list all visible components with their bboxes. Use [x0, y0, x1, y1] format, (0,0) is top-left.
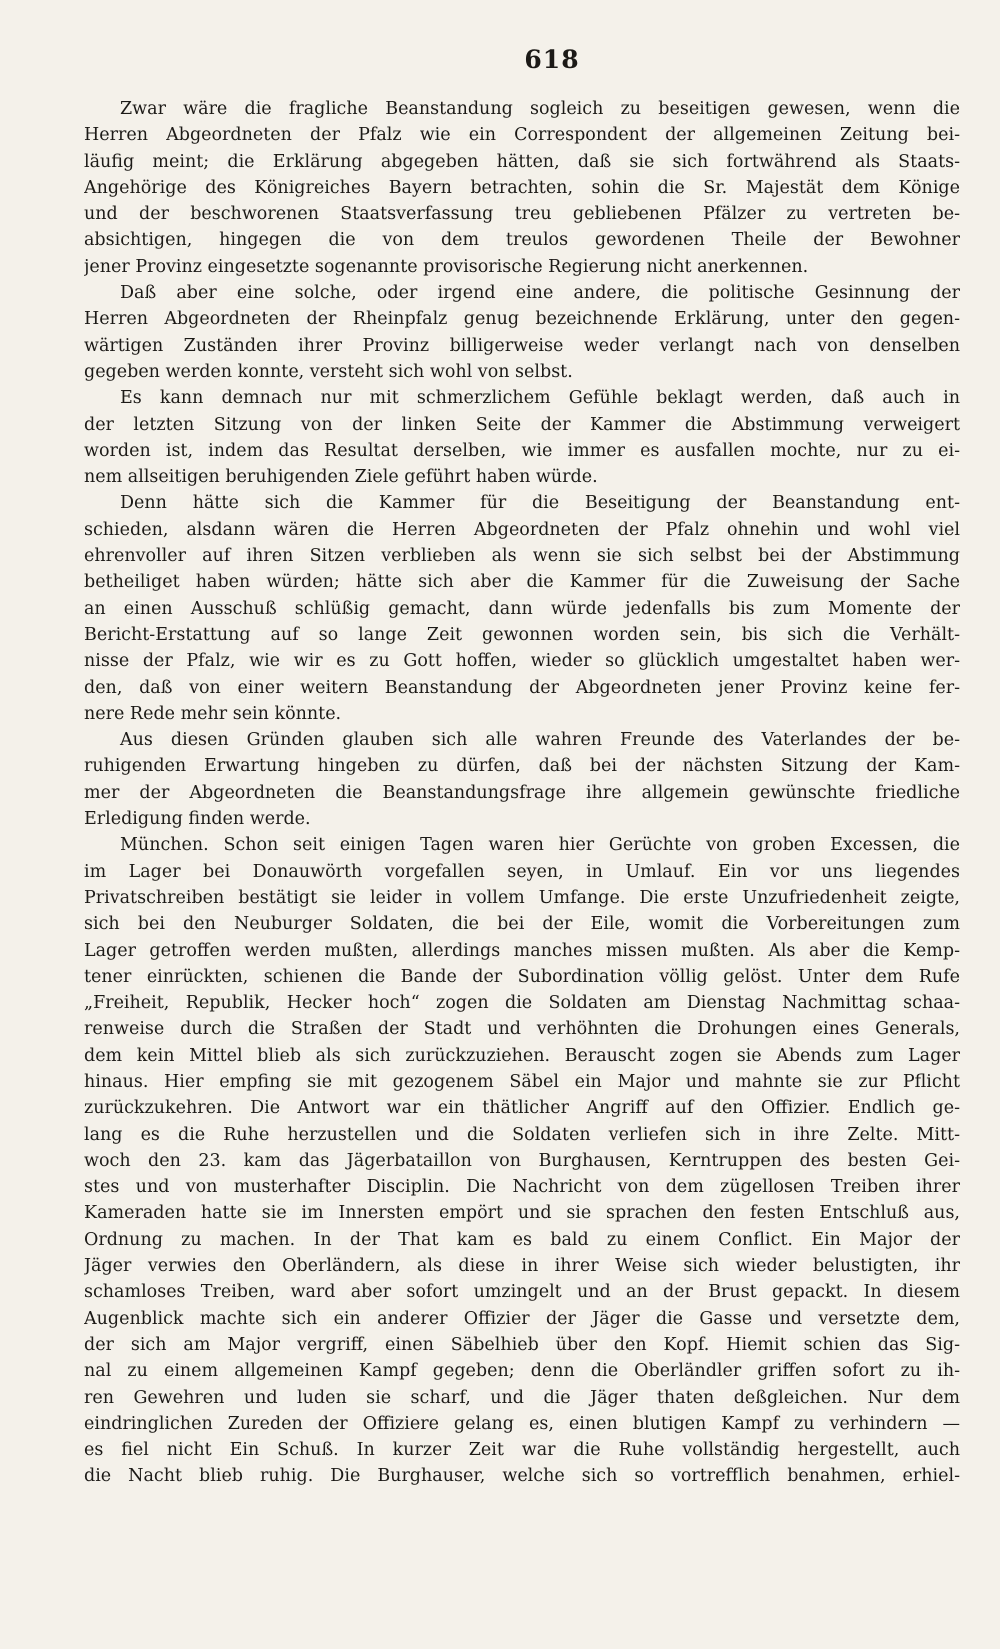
text-line: wärtigen Zuständen ihrer Provinz billigerweise weder verlangt nach von denselben [84, 335, 960, 356]
text-line: nisse der Pfalz, wie wir es zu Gott hoffen, wieder so glücklich umgestaltet haben wer- [84, 651, 960, 672]
text-line: nal zu einem allgemeinen Kampf gegeben; denn die Oberländler griffen sofort zu ih- [84, 1361, 960, 1382]
text-line: zurückzukehren. Die Antwort war ein thätlicher Angriff auf den Offizier. Endlich ge- [84, 1098, 960, 1119]
text-line: Herren Abgeordneten der Rheinpfalz genug bezeichnende Erklärung, unter den gegen- [84, 309, 960, 330]
text-line: schamloses Treiben, ward aber sofort umzingelt und an der Brust gepackt. In diesem [84, 1282, 960, 1303]
text-line: nem allseitigen beruhigenden Ziele geführt haben würde. [84, 467, 598, 488]
text-line: eindringlichen Zureden der Offiziere gelang es, einen blutigen Kampf zu verhindern — [84, 1413, 960, 1434]
text-line: sich bei den Neuburger Soldaten, die bei der Eile, womit die Vorbereitungen zum [84, 914, 960, 935]
text-line: schieden, alsdann wären die Herren Abgeordneten der Pfalz ohnehin und wohl viel [84, 519, 960, 540]
text-line: „Freiheit, Republik, Hecker hoch“ zogen die Soldaten am Dienstag Nachmittag schaa- [84, 993, 960, 1014]
text-line: gegeben werden konnte, versteht sich wohl von selbst. [84, 361, 573, 382]
text-line: ehrenvoller auf ihren Sitzen verblieben als wenn sie sich selbst bei der Abstimmung [84, 546, 960, 567]
text-line: den, daß von einer weitern Beanstandung der Abgeordneten jener Provinz keine fer- [84, 677, 960, 698]
text-line: Denn hätte sich die Kammer für die Beseitigung der Beanstandung ent- [120, 493, 960, 514]
text-line: Aus diesen Gründen glauben sich alle wahren Freunde des Vaterlandes der be- [120, 730, 960, 751]
text-line: im Lager bei Donauwörth vorgefallen seyen, in Umlauf. Ein vor uns liegendes [84, 861, 960, 882]
text-line: der letzten Sitzung von der linken Seite der Kammer die Abstimmung verweigert [84, 414, 960, 435]
text-line: Lager getroffen werden mußten, allerdings manches missen mußten. Als aber die Kemp- [84, 940, 960, 961]
text-line: Zwar wäre die fragliche Beanstandung sogleich zu beseitigen gewesen, wenn die [120, 99, 960, 119]
page-number: 618 [524, 45, 580, 74]
text-line: betheiliget haben würden; hätte sich aber die Kammer für die Zuweisung der Sache [84, 572, 960, 593]
body-text [84, 96, 960, 1490]
text-line: Augenblick machte sich ein anderer Offizier der Jäger die Gasse und versetzte dem, [84, 1308, 960, 1329]
text-line: läufig meint; die Erklärung abgegeben hätten, daß sie sich fortwährend als Staats- [84, 151, 960, 172]
text-line: die Nacht blieb ruhig. Die Burghauser, welche sich so vortrefflich benahmen, erhiel- [84, 1466, 960, 1487]
text-line: München. Schon seit einigen Tagen waren hier Gerüchte von groben Excessen, die [120, 835, 960, 856]
text-line: renweise durch die Straßen der Stadt und verhöhnten die Drohungen eines Generals, [84, 1019, 960, 1040]
text-line: und der beschworenen Staatsverfassung treu gebliebenen Pfälzer zu vertreten be- [84, 204, 960, 225]
text-line: Angehörige des Königreiches Bayern betrachten, sohin die Sr. Majestät dem Könige [84, 177, 960, 198]
text-line: jener Provinz eingesetzte sogenannte provisorische Regierung nicht anerkennen. [84, 256, 809, 277]
text-line: stes und von musterhafter Disciplin. Die Nachricht von dem zügellosen Treiben ihrer [84, 1177, 960, 1198]
text-line: dem kein Mittel blieb als sich zurückzuziehen. Berauscht zogen sie Abends zum Lager [84, 1045, 960, 1066]
text-line: nere Rede mehr sein könnte. [84, 703, 342, 724]
text-line: ren Gewehren und luden sie scharf, und die Jäger thaten deßgleichen. Nur dem [84, 1387, 960, 1408]
text-line: tener einrückten, schienen die Bande der Subordination völlig gelöst. Unter dem Rufe [84, 966, 960, 987]
text-line: hinaus. Hier empfing sie mit gezogenem Säbel ein Major und mahnte sie zur Pflicht [84, 1071, 960, 1092]
text-line: es fiel nicht Ein Schuß. In kurzer Zeit war die Ruhe vollständig hergestellt, auch [84, 1440, 960, 1461]
text-line: lang es die Ruhe herzustellen und die Soldaten verliefen sich in ihre Zelte. Mitt- [84, 1124, 960, 1145]
text-line: an einen Ausschuß schlüßig gemacht, dann würde jedenfalls bis zum Momente der [84, 598, 960, 619]
text-line: absichtigen, hingegen die von dem treulos gewordenen Theile der Bewohner [84, 230, 960, 251]
text-line: ruhigenden Erwartung hingeben zu dürfen, daß bei der nächsten Sitzung der Kam- [84, 756, 960, 777]
text-line: Jäger verwies den Oberländern, als diese in ihrer Weise sich wieder belustigten, ihr [84, 1256, 960, 1277]
text-line: worden ist, indem das Resultat derselben, wie immer es ausfallen mochte, nur zu ei- [84, 440, 960, 461]
text-line: Privatschreiben bestätigt sie leider in vollem Umfange. Die erste Unzufriedenheit zeigte, [84, 887, 960, 908]
text-line: mer der Abgeordneten die Beanstandungsfrage ihre allgemein gewünschte friedliche [84, 782, 960, 803]
text-line: Ordnung zu machen. In der That kam es bald zu einem Conflict. Ein Major der [84, 1229, 960, 1250]
text-line: Daß aber eine solche, oder irgend eine andere, die politische Gesinnung der [120, 283, 960, 304]
text-line: Herren Abgeordneten der Pfalz wie ein Correspondent der allgemeinen Zeitung bei- [84, 125, 960, 146]
text-line: Erledigung finden werde. [84, 809, 311, 830]
text-line: Bericht-Erstattung auf so lange Zeit gewonnen worden sein, bis sich die Verhält- [84, 624, 960, 645]
text-line: Kameraden hatte sie im Innersten empört und sie sprachen den festen Entschluß aus, [84, 1203, 960, 1224]
text-line: woch den 23. kam das Jägerbataillon von Burghausen, Kerntruppen des besten Gei- [84, 1150, 960, 1171]
text-line: Es kann demnach nur mit schmerzlichem Gefühle beklagt werden, daß auch in [120, 388, 960, 409]
text-line: der sich am Major vergriff, einen Säbelhieb über den Kopf. Hiemit schien das Sig- [84, 1334, 960, 1355]
